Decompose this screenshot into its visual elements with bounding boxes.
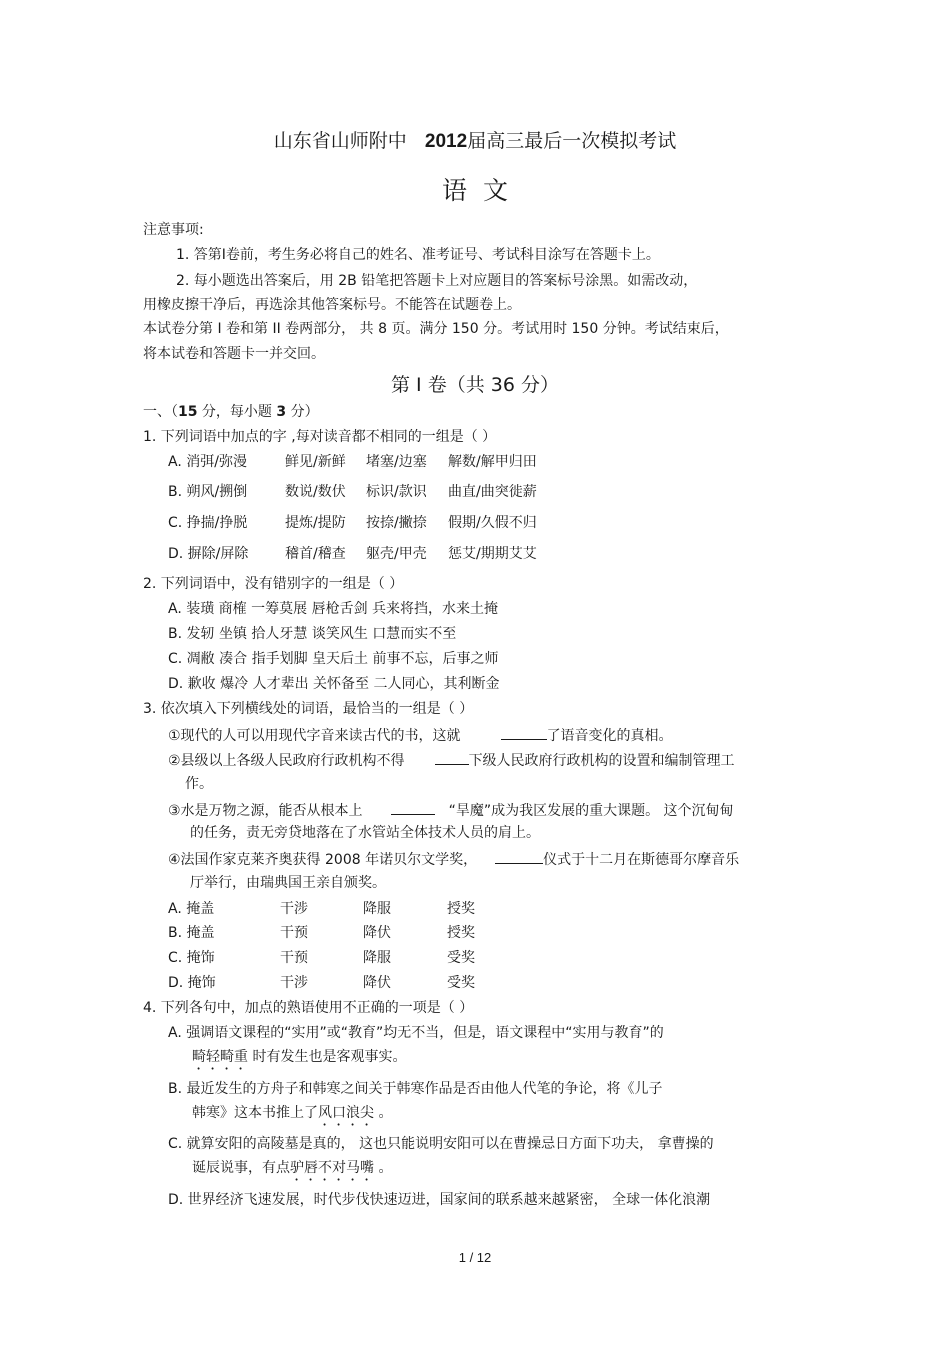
q4-idiom-a: 畸轻畸重	[192, 1049, 248, 1065]
q3-option-c: C. 掩饰 干预 降服 受奖	[168, 950, 475, 966]
notes-item-3b: 将本试卷和答题卡一并交回。	[143, 346, 325, 362]
q4-idiom-b: 风口浪尖	[318, 1105, 374, 1121]
notes-item-2a: 2. 每小题选出答案后，用 2B 铅笔把答题卡上对应题目的答案标号涂黑。如需改动，	[176, 273, 698, 289]
q4-option-c-cont: 诞辰说事，有点驴唇不对马嘴 。	[192, 1160, 393, 1176]
q4-option-a: A. 强调语文课程的“实用”或“教育”均无不当，但是，语文课程中“实用与教育”的	[168, 1025, 664, 1041]
title-school: 山东省山师附中	[273, 130, 407, 152]
part-label: 一、（15 分，每小题 3 分）	[143, 404, 319, 420]
q3-sentence-4: ④法国作家克莱齐奥获得 2008 年诺贝尔文学奖， 仪式于十二月在斯德哥尔摩音乐	[168, 849, 739, 869]
q2-option-d: D. 歉收 爆冷 人才辈出 关怀备至 二人同心，其利断金	[168, 676, 500, 692]
q2-option-a: A. 装璜 商榷 一筹莫展 唇枪舌剑 兵来将挡，水来土掩	[168, 601, 499, 617]
q4-option-d: D. 世界经济飞速发展，时代步伐快速迈进，国家间的联系越来越紧密， 全球一体化浪潮	[168, 1192, 711, 1208]
notes-item-2b: 用橡皮擦干净后，再选涂其他答案标号。不能答在试题卷上。	[143, 297, 521, 313]
q3-blank-2	[435, 750, 469, 765]
q1-option-b: B. 朔风/搠倒 数说/数伏 标识/款识 曲直/曲突徙薪	[168, 484, 537, 500]
q4-option-b: B. 最近发生的方舟子和韩寒之间关于韩寒作品是否由他人代笔的争论，将《儿子	[168, 1081, 663, 1097]
exam-title	[0, 129, 950, 154]
q3-sentence-1: ①现代的人可以用现代字音来读古代的书，这就 了语音变化的真相。	[168, 725, 673, 745]
q4-idiom-c: 驴唇不对马嘴	[290, 1160, 374, 1176]
q3-option-a: A. 掩盖 干涉 降服 授奖	[168, 901, 475, 917]
q3-sentence-3: ③水是万物之源，能否从根本上 “旱魔”成为我区发展的重大课题。 这个沉甸甸	[168, 800, 734, 820]
q2-stem: 2. 下列词语中，没有错别字的一组是（ ）	[143, 576, 404, 592]
q1-option-c: C. 挣揣/挣脱 提炼/提防 按捺/撇捺 假期/久假不归	[168, 515, 537, 531]
q3-option-b: B. 掩盖 干预 降伏 授奖	[168, 925, 475, 941]
q3-blank-3	[391, 800, 435, 815]
q4-option-b-cont: 韩寒》这本书推上了风口浪尖 。	[192, 1105, 393, 1121]
notes-item-1: 1. 答第Ⅰ卷前，考生务必将自己的姓名、准考证号、考试科目涂写在答题卡上。	[176, 247, 660, 263]
q1-option-d: D. 摒除/屏除 稽首/稽查 躯壳/甲壳 惩艾/期期艾艾	[168, 546, 537, 562]
q3-stem: 3. 依次填入下列横线处的词语，最恰当的一组是（ ）	[143, 701, 474, 717]
page-number: 1 / 12	[458, 1250, 492, 1265]
q1-option-a: A. 消弭/弥漫 鲜见/新鲜 堵塞/边塞 解数/解甲归田	[168, 454, 537, 470]
q3-sentence-3-cont: 的任务，责无旁贷地落在了水管站全体技术人员的肩上。	[190, 825, 540, 841]
part-each: 3	[276, 404, 287, 420]
q4-option-a-cont: 畸轻畸重 时有发生也是客观事实。	[192, 1049, 407, 1065]
title-year: 2012	[424, 131, 468, 152]
q4-stem: 4. 下列各句中，加点的熟语使用不正确的一项是（ ）	[143, 1000, 474, 1016]
q3-option-d: D. 掩饰 干涉 降伏 受奖	[168, 975, 475, 991]
q2-option-b: B. 发轫 坐镇 拾人牙慧 谈笑风生 口慧而实不至	[168, 626, 457, 642]
q3-sentence-2: ②县级以上各级人民政府行政机构不得 下级人民政府行政机构的设置和编制管理工	[168, 750, 735, 770]
subject-title: 语文	[441, 176, 524, 205]
notes-item-3a: 本试卷分第 I 卷和第 II 卷两部分， 共 8 页。满分 150 分。考试用时 150 分钟。考试结束后，	[143, 321, 729, 337]
section-title: 第 I 卷（共 36 分）	[391, 374, 559, 396]
q4-option-c: C. 就算安阳的高陵墓是真的， 这也只能说明安阳可以在曹操忌日方面下功夫， 拿曹操的	[168, 1136, 714, 1152]
title-exam: 届高三最后一次模拟考试	[467, 130, 677, 152]
q3-blank-1	[501, 725, 547, 740]
q3-sentence-2-cont: 作。	[185, 776, 213, 792]
notes-heading: 注意事项:	[143, 222, 204, 238]
q3-sentence-4-cont: 厅举行，由瑞典国王亲自颁奖。	[190, 875, 386, 891]
part-points: 15	[178, 404, 198, 420]
q2-option-c: C. 凋敝 凑合 指手划脚 皇天后土 前事不忘，后事之师	[168, 651, 499, 667]
q1-stem: 1. 下列词语中加点的字 ,每对读音都不相同的一组是（ ）	[143, 429, 497, 445]
q3-blank-4	[495, 849, 543, 864]
